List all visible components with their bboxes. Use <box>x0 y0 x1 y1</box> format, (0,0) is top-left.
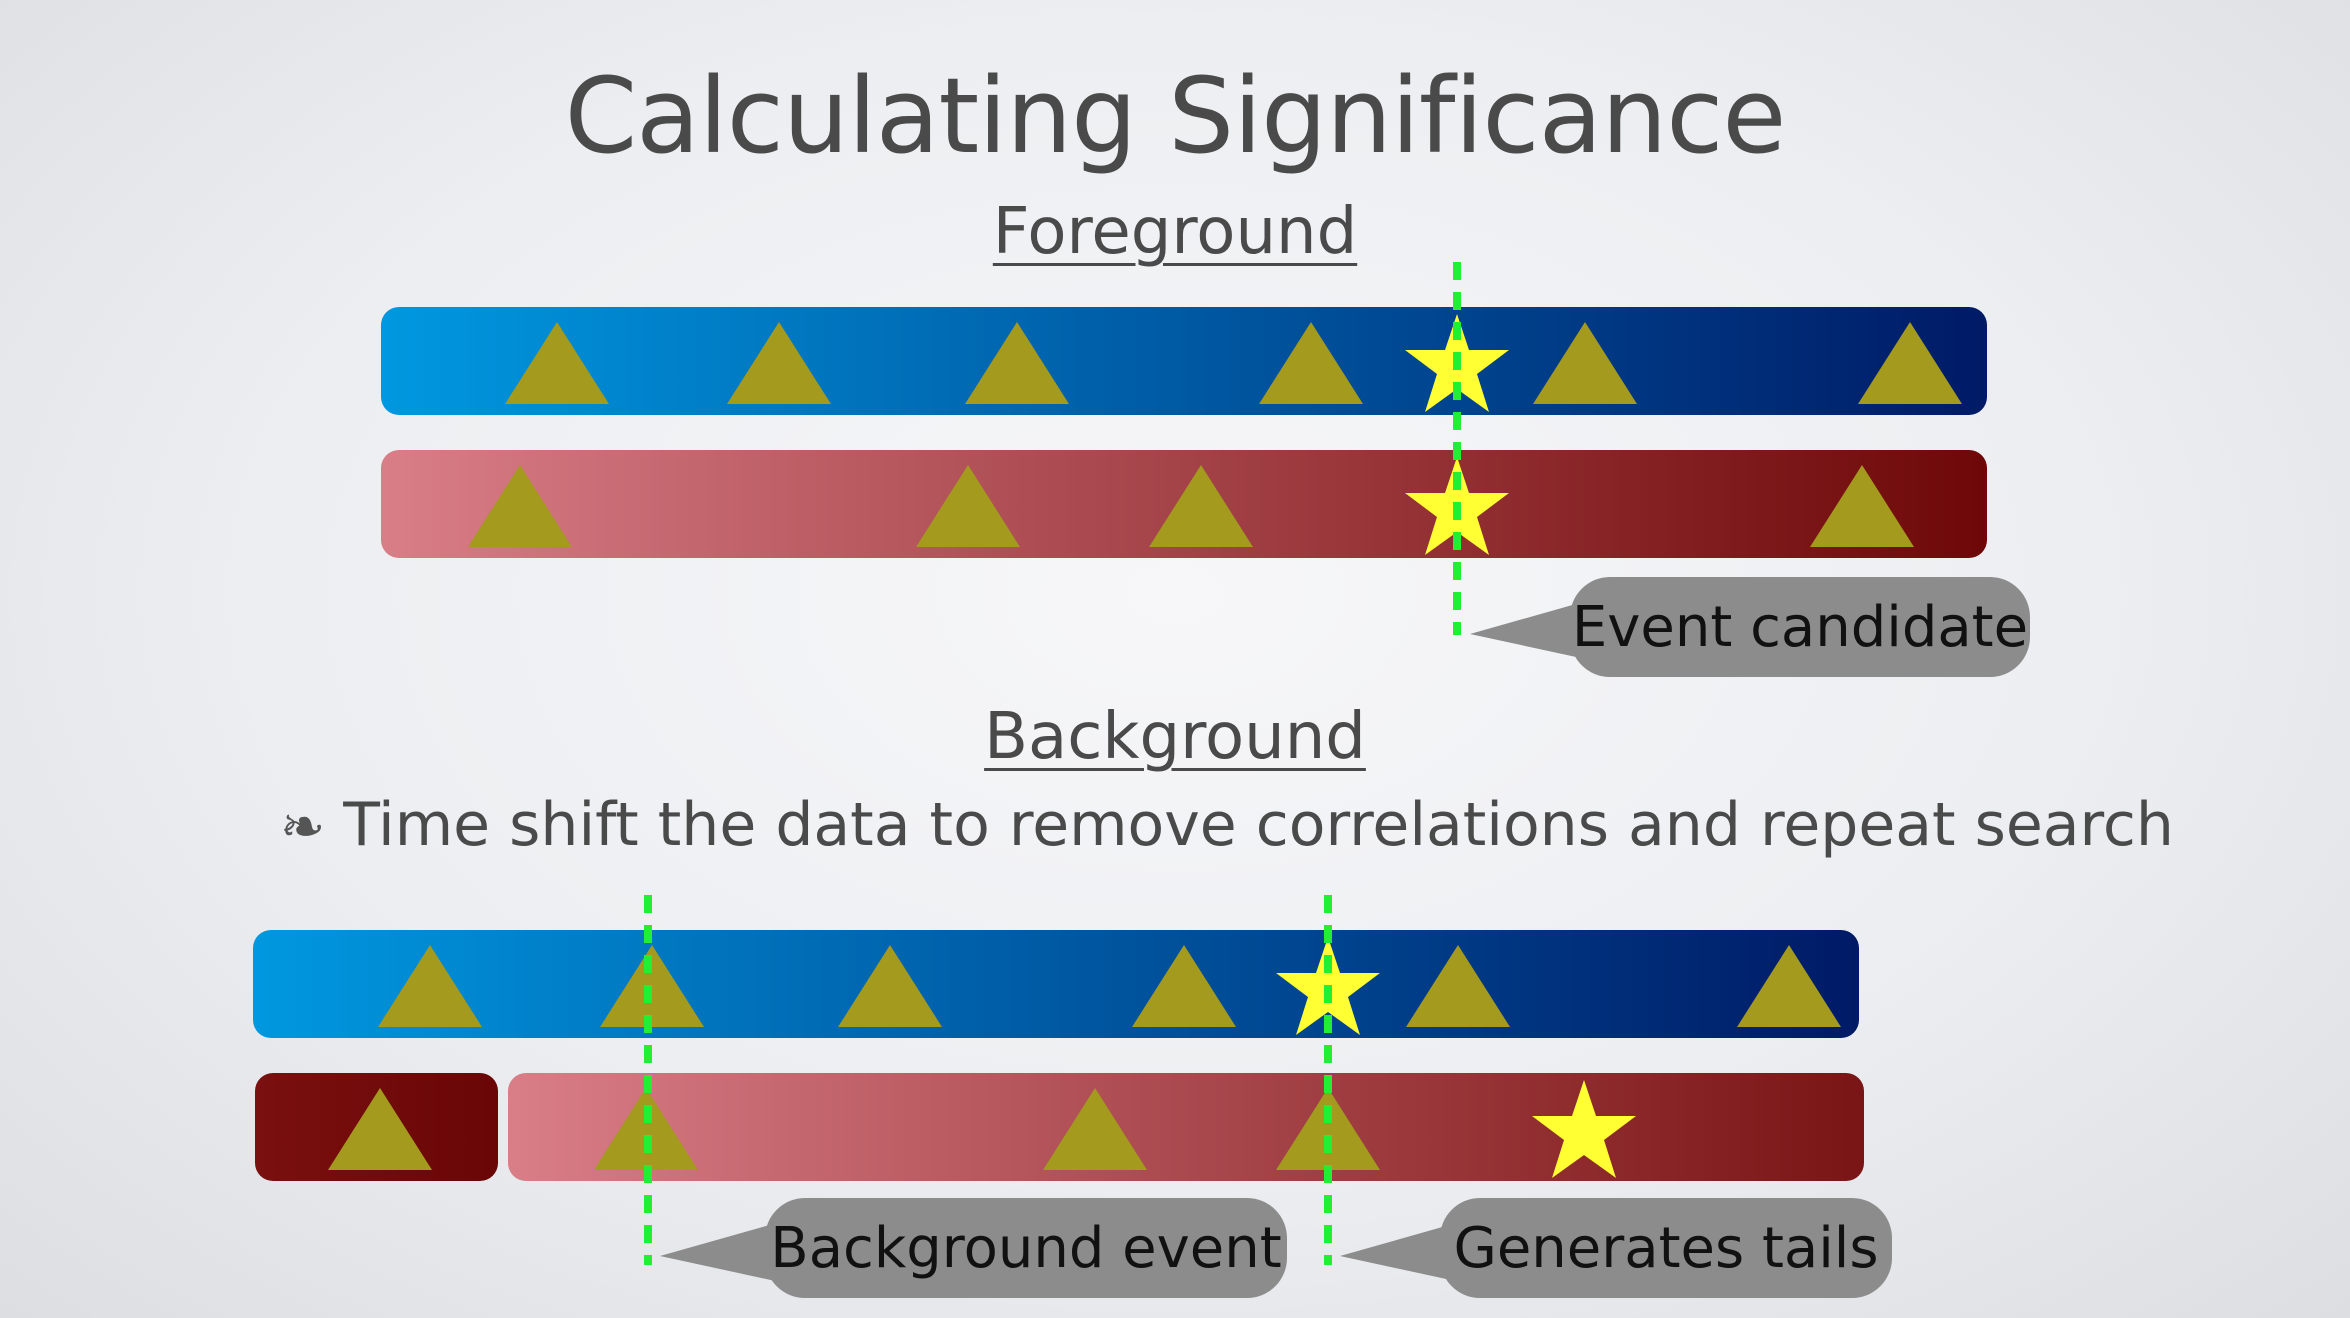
foreground-detector-1-bar <box>381 307 1987 415</box>
background-heading: Background <box>984 700 1366 774</box>
background-detector-2-bar <box>508 1073 1864 1181</box>
generates-tails-label: Generates tails <box>1453 1216 1879 1281</box>
event-candidate-label: Event candidate <box>1571 595 2029 660</box>
event-candidate-callout <box>1470 577 2030 677</box>
fleuron-bullet-icon: ❧ <box>280 795 326 858</box>
generates-tails-callout <box>1340 1198 1892 1298</box>
foreground-heading: Foreground <box>992 195 1358 269</box>
background-event-callout <box>660 1198 1287 1298</box>
bullet-item <box>280 790 2174 860</box>
bullet-text: Time shift the data to remove correlations and repeat search <box>343 790 2174 860</box>
slide-title: Calculating Significance <box>564 55 1786 177</box>
background-event-label: Background event <box>770 1216 1282 1281</box>
background-detector-1-bar <box>253 930 1859 1038</box>
